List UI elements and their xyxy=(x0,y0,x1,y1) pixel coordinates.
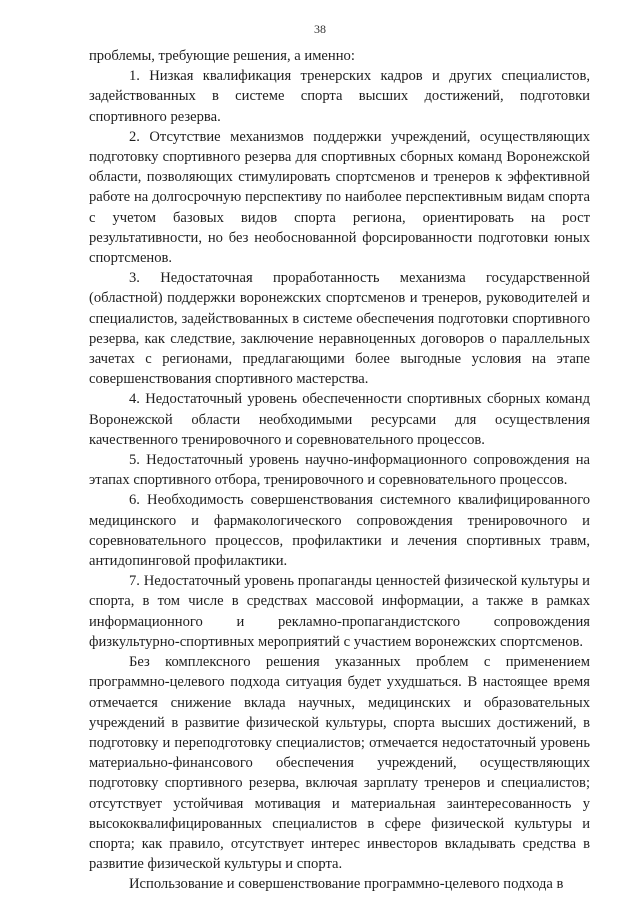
paragraph-item-3: 3. Недостаточная проработанность механизма государственной (областной) поддержки воронежских спортсменов и тренеров, руководителей и специалистов, задействованных в системе обеспечения подготовки спортивного резерва, как следствие, заключение неравноценных договоров о параллельных зачетах с регионами, предлагающими более выгодные условия на этапе совершенствования спортивного мастерства. xyxy=(89,270,590,388)
paragraph-continued: Использование и совершенствование программно-целевого подхода в xyxy=(129,876,564,893)
page-number: 38 xyxy=(314,22,326,36)
paragraph-item-1: 1. Низкая квалификация тренерских кадров и других специалистов, задействованных в системе спорта высших достижений, подготовки спортивного резерва. xyxy=(89,68,590,125)
document-body xyxy=(89,46,590,895)
paragraph-item-7: 7. Недостаточный уровень пропаганды ценностей физической культуры и спорта, в том числе в средствах массовой информации, а также в рамках информационного и рекламно-пропагандистского сопровождения физкультурно-спортивных мероприятий с участием воронежских спортсменов. xyxy=(89,573,590,650)
paragraph-item-4: 4. Недостаточный уровень обеспеченности спортивных сборных команд Воронежской области необходимыми ресурсами для осуществления качественного тренировочного и соревновательного процессов. xyxy=(89,391,590,448)
paragraph-item-6: 6. Необходимость совершенствования системного квалифицированного медицинского и фармакологического сопровождения тренировочного и соревновательного процессов, профилактики и лечения спортивных травм, антидопинговой профилактики. xyxy=(89,492,590,570)
paragraph-item-5: 5. Недостаточный уровень научно-информационного сопровождения на этапах спортивного отбора, тренировочного и соревновательного процессов. xyxy=(89,452,590,489)
paragraph-item-2: 2. Отсутствие механизмов поддержки учреждений, осуществляющих подготовку спортивного резерва для спортивных сборных команд Воронежской области, позволяющих стимулировать спортсменов и тренеров к эффективной работе на долгосрочную перспективу по наиболее перспективным видам спорта с учетом базовых видов спорта региона, ориентировать на рост результативности, но без необоснованной форсированности подготовки юных спортсменов. xyxy=(89,128,590,267)
paragraph-summary: Без комплексного решения указанных проблем с применением программно-целевого подхода ситуация будет ухудшаться. В настоящее время отмечается снижение вклада научных, медицинских и образовательных учреждений в развитие физической культуры, спорта высших достижений, в подготовку и переподготовку специалистов; отмечается недостаточный уровень материально-финансового обеспечения учреждений, осуществляющих подготовку спортивного резерва, включая зарплату тренеров и специалистов; отсутствует устойчивая мотивация и материальная заинтересованность у высококвалифицированных специалистов в сфере физической культуры и спорта; как правило, отсутствует интерес инвесторов вкладывать средства в развитие физической культуры и спорта. xyxy=(89,654,590,873)
paragraph-intro: проблемы, требующие решения, а именно: xyxy=(89,48,355,64)
